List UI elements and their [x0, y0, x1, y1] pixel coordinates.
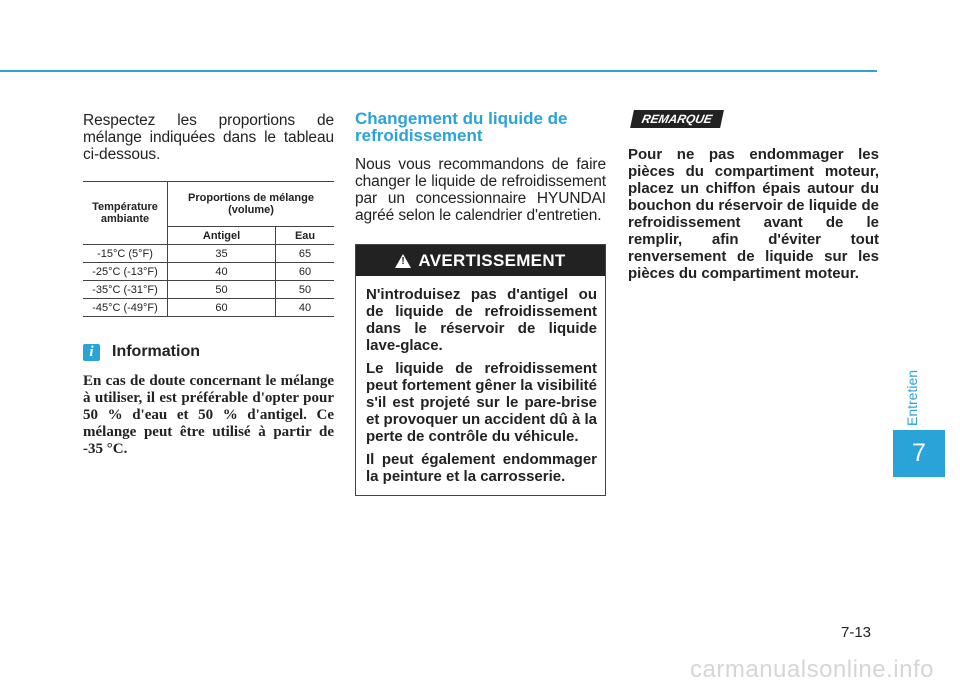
chapter-side-label	[897, 368, 927, 428]
intro-text: Respectez les proportions de mélange indiquées dans le tableau ci-dessous.	[83, 112, 334, 163]
left-column	[83, 112, 334, 458]
cell-antigel: 35	[168, 245, 276, 263]
cell-temp: -45°C (-49°F)	[83, 299, 168, 317]
cell-eau: 60	[276, 263, 334, 281]
cell-antigel: 40	[168, 263, 276, 281]
cell-eau: 65	[276, 245, 334, 263]
chapter-label: Entretien	[904, 369, 921, 427]
cell-temp: -15°C (5°F)	[83, 245, 168, 263]
warning-header	[356, 245, 605, 276]
cell-eau: 50	[276, 281, 334, 299]
warning-triangle-icon: !	[395, 254, 411, 268]
chapter-tab: 7	[893, 430, 945, 477]
warning-paragraph: Il peut également endommager la peinture et la carrosserie.	[366, 451, 597, 485]
information-header	[83, 343, 334, 361]
page-number: 7-13	[841, 624, 872, 641]
table-row	[83, 263, 334, 281]
header-eau: Eau	[276, 227, 334, 245]
table-row	[83, 299, 334, 317]
table-row	[83, 281, 334, 299]
cell-temp: -25°C (-13°F)	[83, 263, 168, 281]
information-text: En cas de doute concernant le mélange à utiliser, il est préférable d'opter pour 50 % d'eau et 50 % d'antigel. Ce mélange peut être utilisé à partir de -35 °C.	[83, 373, 334, 457]
remark-text: Pour ne pas endommager les pièces du compartiment moteur, placez un chiffon épais autour du bouchon du réservoir de liquide de refroidissement avant de le remplir, afin d'éviter tout renversement de liquide sur les pièces du compartiment moteur.	[628, 146, 879, 282]
header-temperature: Température ambiante	[83, 182, 168, 245]
info-icon: i	[83, 344, 100, 361]
mixture-table	[83, 181, 334, 317]
warning-paragraph: N'introduisez pas d'antigel ou de liquide de refroidissement dans le réservoir de liquide lave-glace.	[366, 286, 597, 354]
warning-paragraph: Le liquide de refroidissement peut fortement gêner la visibilité s'il est projeté sur le pare-brise et provoquer un accident dû à la perte de contrôle du véhicule.	[366, 360, 597, 445]
table-row	[83, 245, 334, 263]
top-rule	[0, 70, 877, 72]
cell-eau: 40	[276, 299, 334, 317]
cell-antigel: 50	[168, 281, 276, 299]
warning-box	[355, 244, 606, 496]
remark-badge: REMARQUE	[630, 110, 724, 128]
information-title: Information	[112, 343, 200, 360]
cell-antigel: 60	[168, 299, 276, 317]
right-column	[628, 110, 879, 282]
section-text: Nous vous recommandons de faire changer le liquide de refroidissement par un concessionnaire HYUNDAI agréé selon le calendrier d'entretien.	[355, 156, 606, 224]
header-antigel: Antigel	[168, 227, 276, 245]
warning-title: AVERTISSEMENT	[418, 250, 566, 270]
section-title: Changement du liquide de refroidissement	[355, 109, 568, 145]
cell-temp: -35°C (-31°F)	[83, 281, 168, 299]
watermark: carmanualsonline.info	[690, 656, 934, 683]
middle-column	[355, 110, 606, 496]
warning-body	[356, 276, 605, 495]
header-proportions: Proportions de mélange (volume)	[168, 182, 335, 227]
